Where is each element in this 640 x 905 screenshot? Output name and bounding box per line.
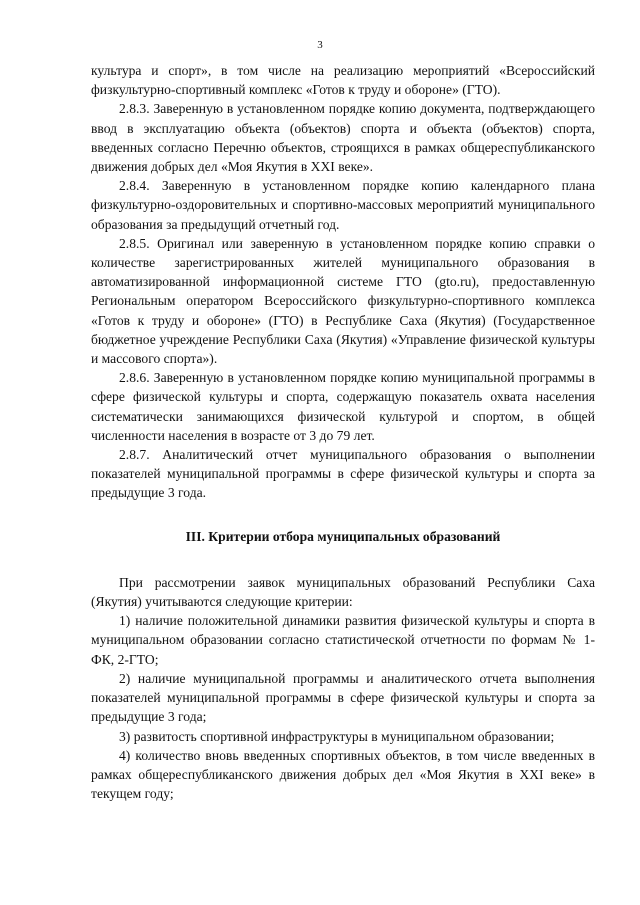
- paragraph-2-8-5: 2.8.5. Оригинал или заверенную в установленном порядке копию справки о количестве зарегистрированных жителей муниципального образования в автоматизированной информационной системе ГТО (gto.ru), предоставленную Региональным оператором Всероссийского физкультурно-спортивного комплекса «Готов к труду и обороне» (ГТО) в Республике Саха (Якутия) (Государственное бюджетное учреждение Республики Саха (Якутия) «Управление физической культуры и массового спорта»).: [91, 235, 595, 367]
- section-heading: III. Критерии отбора муниципальных образований: [185, 528, 501, 544]
- paragraph-2-8-4: 2.8.4. Заверенную в установленном порядке копию календарного плана физкультурно-оздоровительных и спортивно-массовых мероприятий муниципального образования за предыдущий отчетный год.: [91, 178, 595, 232]
- document-body: [91, 61, 595, 803]
- criterion-2: 2) наличие муниципальной программы и аналитического отчета выполнения показателей муниципальной программы в сфере физической культуры и спорта за предыдущие 3 года;: [91, 670, 595, 725]
- paragraph-2-8-7: 2.8.7. Аналитический отчет муниципального образования о выполнении показателей муниципальной программы в сфере физической культуры и спорта за предыдущие 3 года.: [91, 447, 595, 501]
- paragraph-continuation: культура и спорт», в том числе на реализацию мероприятий «Всероссийский физкультурно-спортивный комплекс «Готов к труду и обороне» (ГТО).: [91, 63, 595, 98]
- page-number: 3: [317, 39, 323, 51]
- paragraph-2-8-6: 2.8.6. Заверенную в установленном порядке копию муниципальной программы в сфере физической культуры и спорта, содержащую показатель охвата населения систематически занимающихся физической культурой и спортом, в общей численности населения в возрасте от 3 до 79 лет.: [91, 370, 595, 443]
- paragraph-criteria-intro: При рассмотрении заявок муниципальных образований Республики Саха (Якутия) учитываются следующие критерии:: [91, 574, 595, 610]
- criterion-3: 3) развитость спортивной инфраструктуры в муниципальном образовании;: [119, 728, 555, 744]
- criterion-1: 1) наличие положительной динамики развития физической культуры и спорта в муниципальном образовании согласно статистической отчетности по формам № 1-ФК, 2-ГТО;: [91, 613, 595, 667]
- criterion-4: 4) количество вновь введенных спортивных объектов, в том числе введенных в рамках общереспубликанского движения добрых дел «Моя Якутия в XXI веке» в текущем году;: [91, 747, 595, 802]
- paragraph-2-8-3: 2.8.3. Заверенную в установленном порядке копию документа, подтверждающего ввод в эксплуатацию объекта (объектов) спорта и объекта (объектов) спорта, введенных согласно Перечню объектов, строящихся в рамках общереспубликанского движения добрых дел «Моя Якутия в XXI веке».: [91, 101, 595, 175]
